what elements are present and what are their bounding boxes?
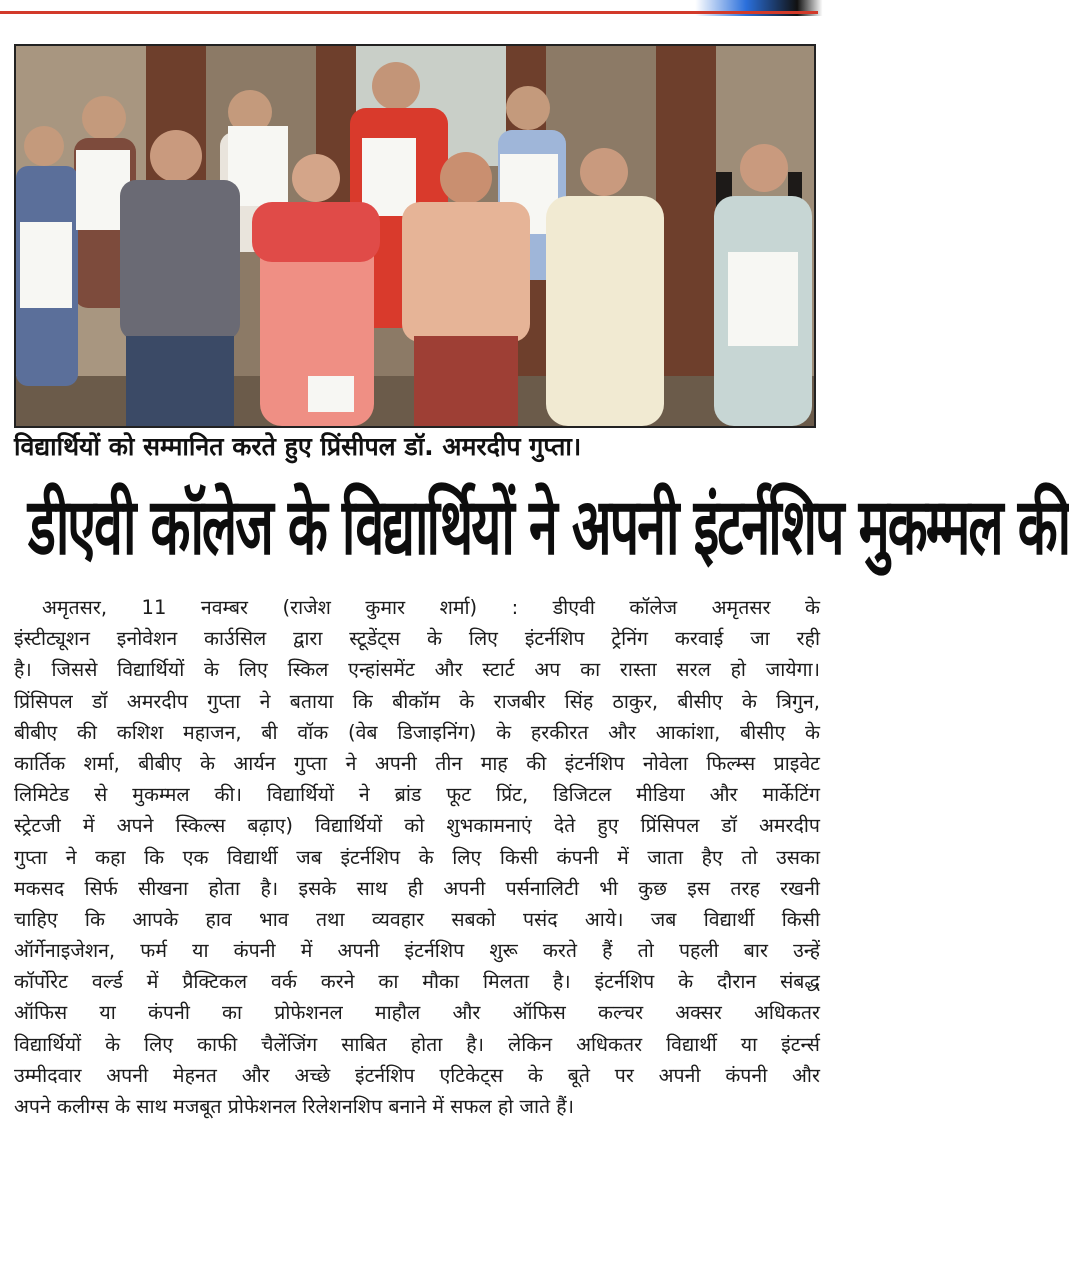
article-line: ऑर्गेनाइजेशन, फर्म या कंपनी में अपनी इंटर्नशिप शुरू करते हैं तो पहली बार उन्हें bbox=[14, 939, 820, 963]
article-headline: डीएवी कॉलेज के विद्यार्थियों ने अपनी इंटर्नशिप मुकम्मल की bbox=[28, 483, 1069, 573]
article-line: कार्तिक शर्मा, बीबीए के आर्यन गुप्ता ने अपनी तीन माह की इंटर्नशिप नोवेला फिल्म्स प्राइवेट bbox=[14, 751, 820, 775]
article-line: कॉर्पोरेट वर्ल्ड में प्रैक्टिकल वर्क करने का मौका मिलता है। इंटर्नशिप के दौरान संबद्ध bbox=[14, 970, 820, 994]
article-line: प्रिंसिपल डॉ अमरदीप गुप्ता ने बताया कि बीकॉम के राजबीर सिंह ठाकुर, बीसीए के त्रिगुन, bbox=[14, 689, 820, 713]
news-photo bbox=[14, 44, 816, 428]
top-red-rule bbox=[0, 11, 818, 14]
photo-caption: विद्यार्थियों को सम्मानित करते हुए प्रिंसीपल डॉ. अमरदीप गुप्ता। bbox=[14, 432, 582, 461]
group-photo-illustration bbox=[16, 46, 814, 426]
article-line: ऑफिस या कंपनी का प्रोफेशनल माहौल और ऑफिस कल्चर अक्सर अधिकतर bbox=[14, 1001, 820, 1025]
article-line: इंस्टीट्यूशन इनोवेशन कार्उसिल द्वारा स्टूडेंट्स के लिए इंटर्नशिप ट्रेनिंग करवाई जा रही bbox=[14, 627, 820, 651]
article-line: उम्मीदवार अपनी मेहनत और अच्छे इंटर्नशिप एटिकेट्स के बूते पर अपनी कंपनी और bbox=[14, 1063, 820, 1087]
article-body bbox=[14, 592, 820, 1122]
article-line: मकसद सिर्फ सीखना होता है। इसके साथ ही अपनी पर्सनालिटी भी कुछ इस तरह रखनी bbox=[14, 876, 820, 900]
top-decorative-strip bbox=[0, 0, 848, 16]
article-line: अपने कलीग्स के साथ मजबूत प्रोफेशनल रिलेशनशिप बनाने में सफल हो जाते हैं। bbox=[14, 1095, 575, 1118]
article-line: स्ट्रेटजी में अपने स्किल्स बढ़ाए) विद्यार्थियों को शुभकामनाएं देते हुए प्रिंसिपल डॉ अमरदीप bbox=[14, 814, 820, 838]
article-line: लिमिटेड से मुकम्मल की। विद्यार्थियों ने ब्रांड फूट प्रिंट, डिजिटल मीडिया और मार्केटिंग bbox=[14, 783, 820, 807]
article-line: अमृतसर, 11 नवम्बर (राजेश कुमार शर्मा) : डीएवी कॉलेज अमृतसर के bbox=[42, 596, 820, 619]
article-line: है। जिससे विद्यार्थियों के लिए स्किल एन्हांसमेंट और स्टार्ट अप का रास्ता सरल हो जायेगा। bbox=[14, 658, 820, 682]
article-line: बीबीए की कशिश महाजन, बी वॉक (वेब डिजाइनिंग) के हरकीरत और आकांशा, बीसीए के bbox=[14, 720, 820, 744]
article-line: गुप्ता ने कहा कि एक विद्यार्थी जब इंटर्नशिप के लिए किसी कंपनी में जाता हैए तो उसका bbox=[14, 845, 820, 869]
article-line: विद्यार्थियों के लिए काफी चैलेंजिंग साबित होता है। लेकिन अधिकतर विद्यार्थी या इंटर्न्स bbox=[14, 1032, 820, 1056]
article-line: चाहिए कि आपके हाव भाव तथा व्यवहार सबको पसंद आये। जब विद्यार्थी किसी bbox=[14, 907, 820, 931]
